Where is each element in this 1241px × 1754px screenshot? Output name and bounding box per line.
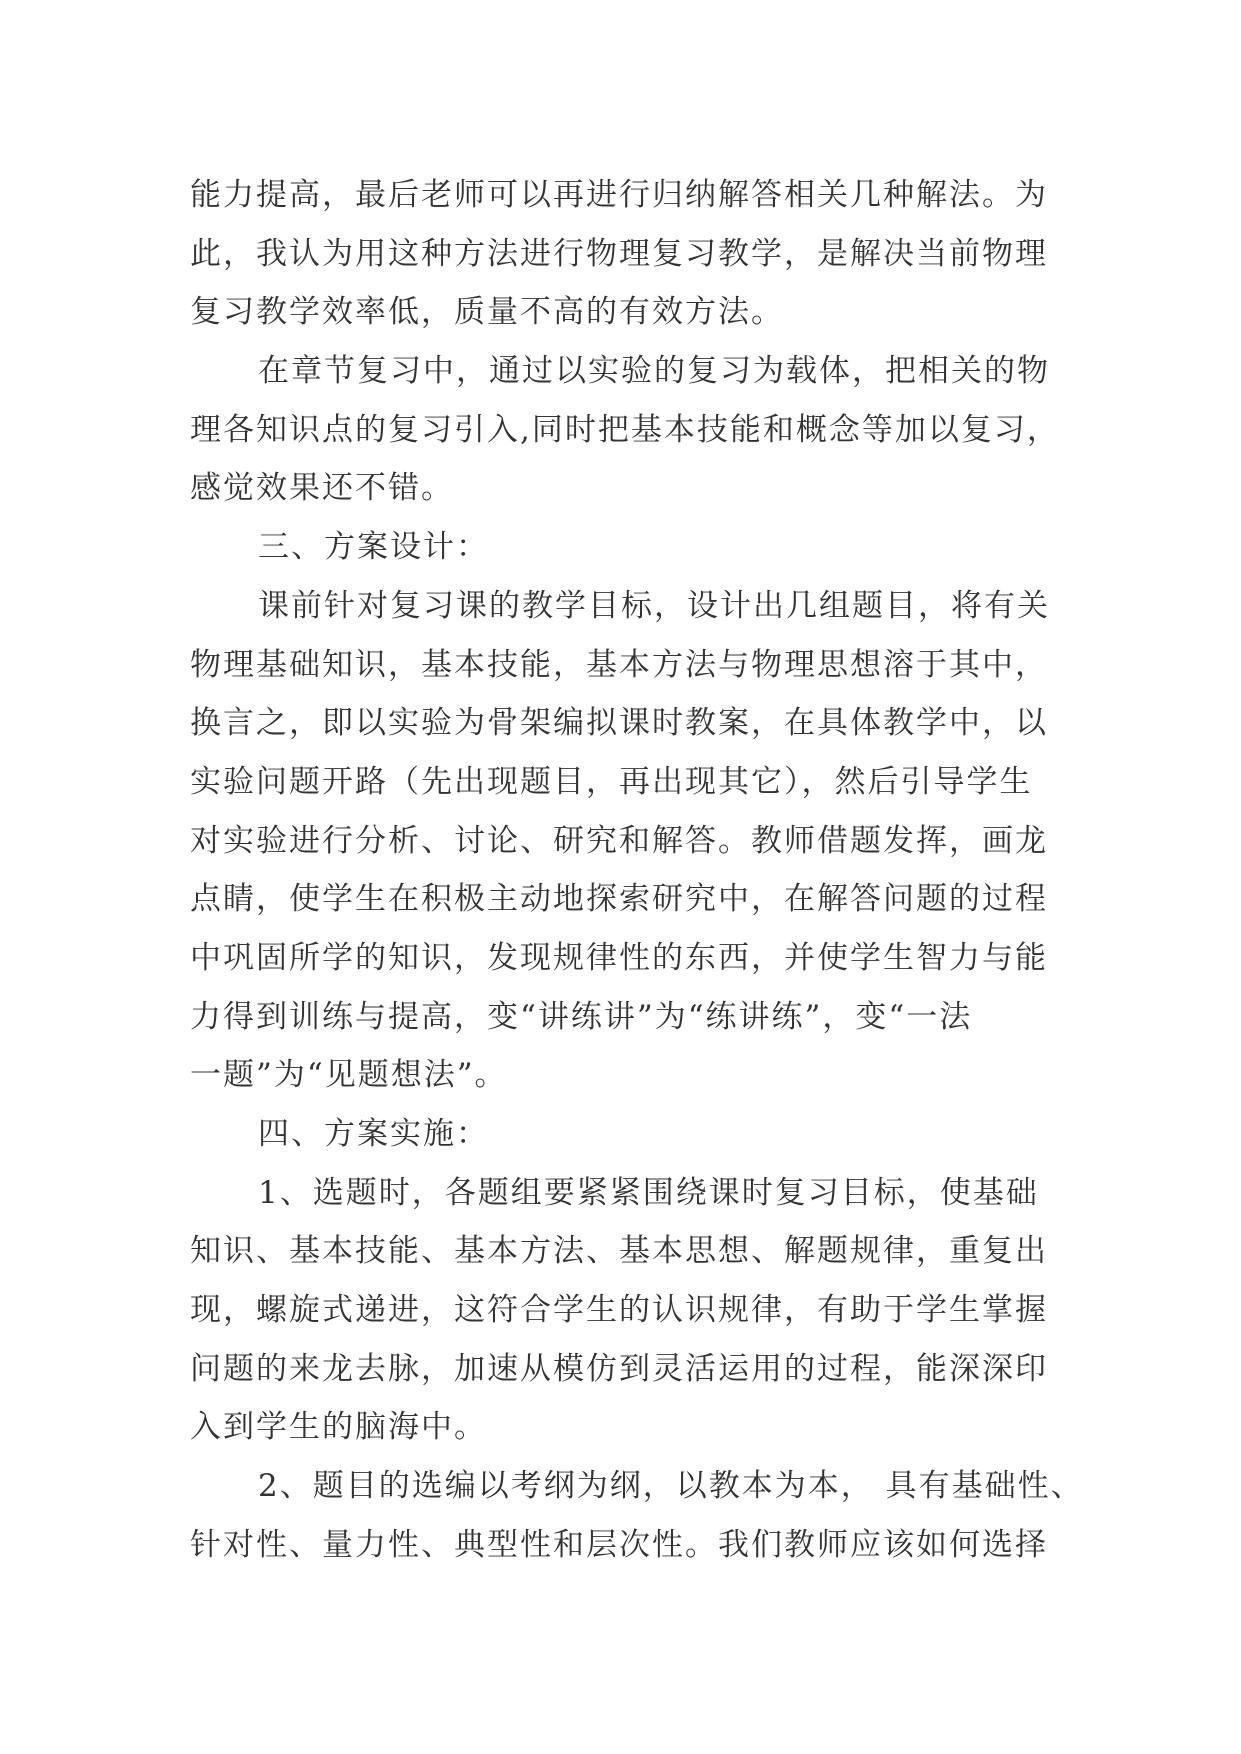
text-line: 1、选题时，各题组要紧紧围绕课时复习目标，使基础 [258,1174,1039,1211]
text-line: 在章节复习中，通过以实验的复习为载体，把相关的物 [258,353,1050,390]
text-line: 一题”为“见题想法”。 [190,1057,508,1094]
text-line: 能力提高，最后老师可以再进行归纳解答相关几种解法。为 [190,177,1048,213]
text-line: 知识、基本技能、基本方法、基本思想、解题规律，重复出 [190,1233,1048,1270]
document-body [190,166,1084,1575]
text-line: 三、方案设计： [258,529,489,566]
text-line: 力得到训练与提高，变“讲练讲”为“练讲练”，变“一法 [190,998,973,1035]
text-line: 四、方案实施： [258,1116,489,1152]
text-line: 理各知识点的复习引入,同时把基本技能和概念等加以复习， [190,411,1060,448]
text-line: 点睛，使学生在积极主动地探索研究中，在解答问题的过程 [190,881,1048,918]
text-line: 现，螺旋式递进，这符合学生的认识规律，有助于学生掌握 [190,1292,1048,1329]
text-line: 问题的来龙去脉，加速从模仿到灵活运用的过程，能深深印 [190,1350,1048,1387]
text-line: 换言之，即以实验为骨架编拟课时教案，在具体教学中，以 [190,705,1048,742]
text-line: 物理基础知识，基本技能，基本方法与物理思想溶于其中， [190,646,1048,683]
text-line: 对实验进行分析、讨论、研究和解答。教师借题发挥，画龙 [190,822,1048,859]
text-line: 课前针对复习课的教学目标，设计出几组题目，将有关 [258,587,1050,624]
text-line: 此，我认为用这种方法进行物理复习教学，是解决当前物理 [190,235,1048,272]
text-line: 针对性、量力性、典型性和层次性。我们教师应该如何选择 [190,1526,1048,1563]
text-line: 入到学生的脑海中。 [190,1409,487,1446]
text-line: 实验问题开路（先出现题目，再出现其它），然后引导学生 [190,763,1033,800]
text-line: 感觉效果还不错。 [190,470,454,507]
text-line: 复习教学效率低，质量不高的有效方法。 [190,294,784,331]
text-line: 2、题目的选编以考纲为纲，以教本为本， 具有基础性、 [258,1468,1084,1505]
text-line: 中巩固所学的知识，发现规律性的东西，并使学生智力与能 [190,939,1048,976]
